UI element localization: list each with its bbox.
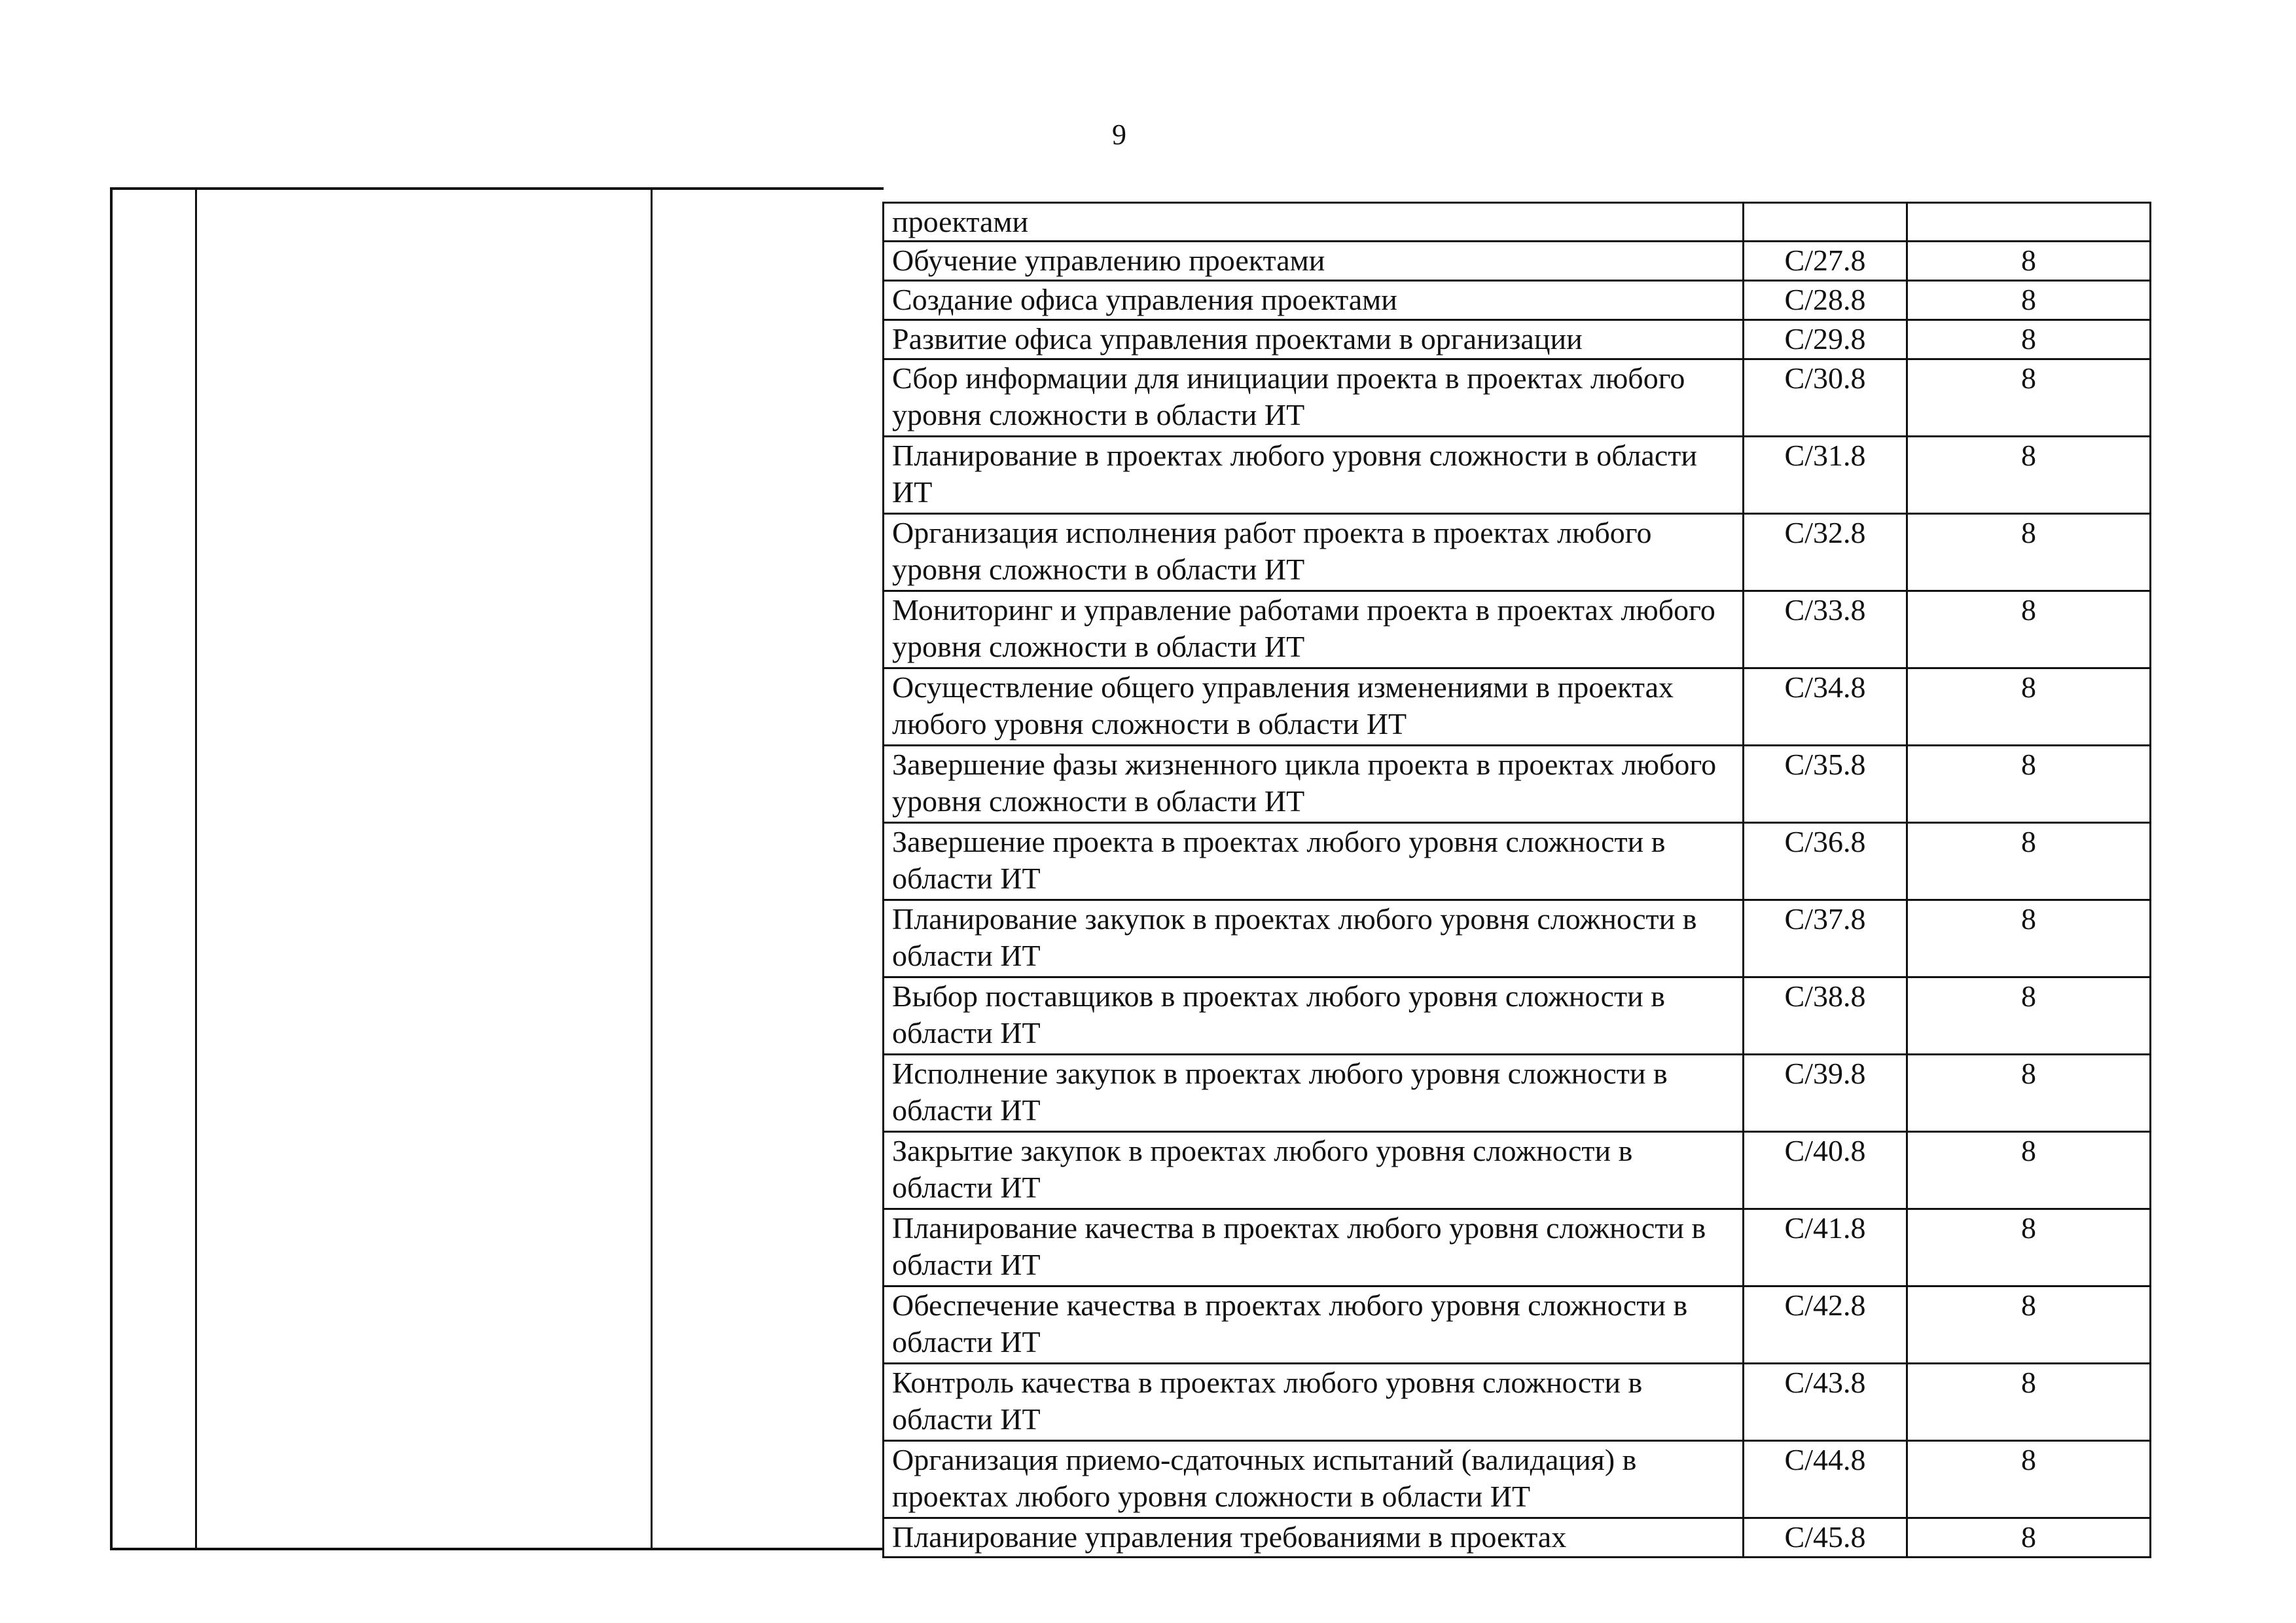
function-code: С/31.8 bbox=[1744, 437, 1907, 514]
function-code: С/29.8 bbox=[1744, 320, 1907, 359]
function-code: С/34.8 bbox=[1744, 668, 1907, 746]
functions-table bbox=[882, 202, 2151, 1558]
function-name: Контроль качества в проектах любого уровня сложности в области ИТ bbox=[884, 1364, 1744, 1441]
qualification-level: 8 bbox=[1907, 1286, 2151, 1364]
qualification-level: 8 bbox=[1907, 242, 2151, 281]
qualification-level: 8 bbox=[1907, 823, 2151, 900]
function-name: Осуществление общего управления изменениями в проектах любого уровня сложности в области ИТ bbox=[884, 668, 1744, 746]
table-row bbox=[884, 823, 2151, 900]
qualification-level: 8 bbox=[1907, 1132, 2151, 1209]
table-row bbox=[884, 1518, 2151, 1558]
function-name: Развитие офиса управления проектами в организации bbox=[884, 320, 1744, 359]
table-row bbox=[884, 242, 2151, 281]
function-code: С/32.8 bbox=[1744, 514, 1907, 591]
function-code: С/43.8 bbox=[1744, 1364, 1907, 1441]
table-row bbox=[884, 1132, 2151, 1209]
function-code: С/44.8 bbox=[1744, 1441, 1907, 1518]
qualification-level: 8 bbox=[1907, 1209, 2151, 1286]
table-row bbox=[884, 746, 2151, 823]
function-code: С/45.8 bbox=[1744, 1518, 1907, 1558]
qualification-level: 8 bbox=[1907, 514, 2151, 591]
function-code: С/36.8 bbox=[1744, 823, 1907, 900]
qualification-level: 8 bbox=[1907, 359, 2151, 437]
function-name: Исполнение закупок в проектах любого уровня сложности в области ИТ bbox=[884, 1055, 1744, 1132]
function-code: С/38.8 bbox=[1744, 977, 1907, 1055]
function-name: Планирование закупок в проектах любого уровня сложности в области ИТ bbox=[884, 900, 1744, 977]
qualification-level bbox=[1907, 203, 2151, 242]
qualification-level: 8 bbox=[1907, 281, 2151, 320]
table-row bbox=[884, 1364, 2151, 1441]
table-row bbox=[884, 437, 2151, 514]
table-row bbox=[884, 1441, 2151, 1518]
function-name: Создание офиса управления проектами bbox=[884, 281, 1744, 320]
function-name: Планирование качества в проектах любого уровня сложности в области ИТ bbox=[884, 1209, 1744, 1286]
function-name: Обеспечение качества в проектах любого уровня сложности в области ИТ bbox=[884, 1286, 1744, 1364]
table-row bbox=[884, 320, 2151, 359]
function-code: С/40.8 bbox=[1744, 1132, 1907, 1209]
empty-left-columns bbox=[110, 187, 884, 1550]
table-row bbox=[884, 203, 2151, 242]
function-code: С/30.8 bbox=[1744, 359, 1907, 437]
function-code: С/27.8 bbox=[1744, 242, 1907, 281]
table-row bbox=[884, 591, 2151, 668]
qualification-level: 8 bbox=[1907, 977, 2151, 1055]
qualification-level: 8 bbox=[1907, 746, 2151, 823]
table-row bbox=[884, 1286, 2151, 1364]
table-row bbox=[884, 1209, 2151, 1286]
qualification-level: 8 bbox=[1907, 668, 2151, 746]
page-number: 9 bbox=[1112, 119, 1126, 151]
table-row bbox=[884, 977, 2151, 1055]
table-row bbox=[884, 281, 2151, 320]
column-divider bbox=[195, 187, 197, 1550]
qualification-level: 8 bbox=[1907, 1441, 2151, 1518]
function-name: Организация исполнения работ проекта в проектах любого уровня сложности в области ИТ bbox=[884, 514, 1744, 591]
qualification-level: 8 bbox=[1907, 1055, 2151, 1132]
column-divider bbox=[651, 187, 653, 1550]
function-code: С/35.8 bbox=[1744, 746, 1907, 823]
function-name: Организация приемо-сдаточных испытаний (валидация) в проектах любого уровня сложности в области ИТ bbox=[884, 1441, 1744, 1518]
function-name: Обучение управлению проектами bbox=[884, 242, 1744, 281]
function-code: С/33.8 bbox=[1744, 591, 1907, 668]
function-name: Закрытие закупок в проектах любого уровня сложности в области ИТ bbox=[884, 1132, 1744, 1209]
qualification-level: 8 bbox=[1907, 1364, 2151, 1441]
function-name: Планирование в проектах любого уровня сложности в области ИТ bbox=[884, 437, 1744, 514]
table-row bbox=[884, 668, 2151, 746]
function-name: Планирование управления требованиями в проектах bbox=[884, 1518, 1744, 1558]
table-row bbox=[884, 900, 2151, 977]
function-name: Мониторинг и управление работами проекта в проектах любого уровня сложности в области ИТ bbox=[884, 591, 1744, 668]
function-code: С/39.8 bbox=[1744, 1055, 1907, 1132]
qualification-level: 8 bbox=[1907, 900, 2151, 977]
function-name: Выбор поставщиков в проектах любого уровня сложности в области ИТ bbox=[884, 977, 1744, 1055]
qualification-level: 8 bbox=[1907, 437, 2151, 514]
qualification-level: 8 bbox=[1907, 320, 2151, 359]
table-row bbox=[884, 359, 2151, 437]
table-row bbox=[884, 1055, 2151, 1132]
function-code: С/41.8 bbox=[1744, 1209, 1907, 1286]
function-name: проектами bbox=[884, 203, 1744, 242]
function-code: С/42.8 bbox=[1744, 1286, 1907, 1364]
function-name: Завершение проекта в проектах любого уровня сложности в области ИТ bbox=[884, 823, 1744, 900]
qualification-level: 8 bbox=[1907, 1518, 2151, 1558]
qualification-level: 8 bbox=[1907, 591, 2151, 668]
function-code: С/28.8 bbox=[1744, 281, 1907, 320]
table-row bbox=[884, 514, 2151, 591]
function-code bbox=[1744, 203, 1907, 242]
function-name: Сбор информации для инициации проекта в проектах любого уровня сложности в области ИТ bbox=[884, 359, 1744, 437]
function-name: Завершение фазы жизненного цикла проекта в проектах любого уровня сложности в области ИТ bbox=[884, 746, 1744, 823]
function-code: С/37.8 bbox=[1744, 900, 1907, 977]
